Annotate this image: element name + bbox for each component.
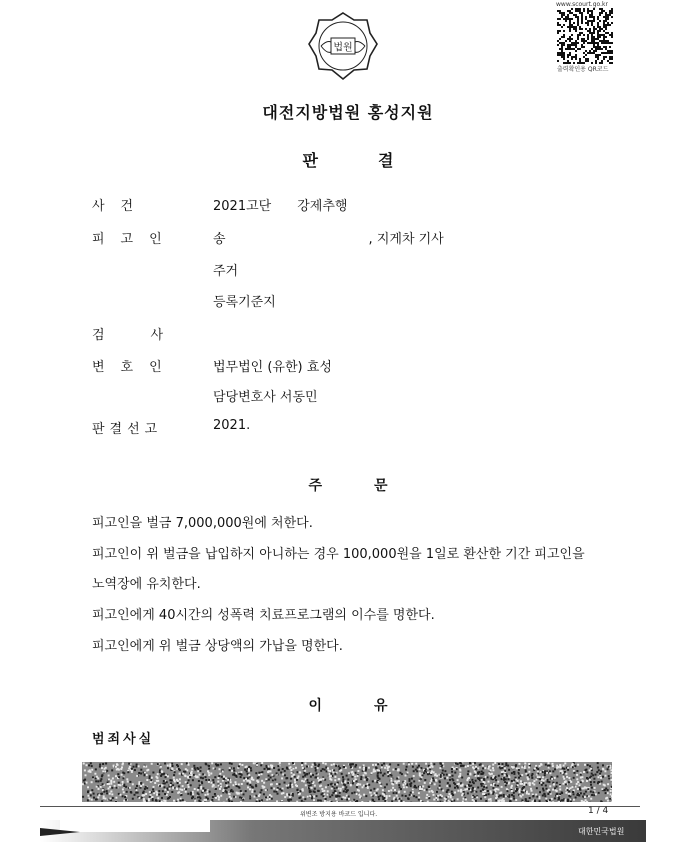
order-line: 피고인에게 위 벌금 상당액의 가납을 명한다.: [92, 639, 343, 654]
field-label-counsel: 변호인: [92, 360, 178, 375]
field-value-registration: 등록기준지: [213, 295, 276, 310]
field-label-verdict-date: 판결선고: [92, 422, 163, 437]
barcode-band: [40, 820, 646, 842]
footer-note: 위변조 방지용 바코드 입니다.: [300, 811, 378, 818]
issuer-text: 대한민국법원: [578, 827, 625, 836]
document-title: 판결: [302, 151, 454, 170]
qr-code-icon: [557, 8, 613, 64]
crime-facts-heading: 범죄사실: [92, 732, 155, 747]
order-title: 주문: [308, 478, 440, 494]
field-value-residence: 주거: [213, 264, 239, 279]
field-label-defendant: 피고인: [92, 232, 178, 247]
field-label-prosecutor: 검사: [92, 328, 210, 343]
field-label-case: 사건: [92, 199, 150, 214]
field-value-defendant: 송 , 지게차 기사: [213, 232, 444, 247]
seal-text: 법원: [333, 42, 353, 54]
court-name: 대전지방법원 홍성지원: [262, 103, 434, 122]
field-value-verdict-date: 2021.: [213, 418, 251, 433]
footer-divider: [40, 806, 640, 807]
field-value-counsel-attorney: 담당변호사 서동민: [213, 390, 318, 405]
order-line: 피고인에게 40시간의 성폭력 치료프로그램의 이수를 명한다.: [92, 608, 435, 623]
redacted-band: [82, 762, 612, 802]
order-line: 피고인을 벌금 7,000,000원에 처한다.: [92, 516, 313, 531]
qr-caption: 출력확인용 QR코드: [557, 66, 609, 73]
court-seal-icon: [307, 10, 379, 82]
page-number: 1 / 4: [588, 806, 609, 816]
field-value-counsel-firm: 법무법인 (유한) 효성: [213, 360, 332, 375]
order-line: 피고인이 위 벌금을 납입하지 아니하는 경우 100,000원을 1일로 환산한 기간 피고인을: [92, 547, 585, 562]
order-line: 노역장에 유치한다.: [92, 577, 201, 592]
qr-url-text: www.scourt.go.kr: [556, 1, 608, 8]
field-value-case: 2021고단 강제추행: [213, 199, 348, 214]
reasons-title: 이유: [308, 698, 440, 714]
